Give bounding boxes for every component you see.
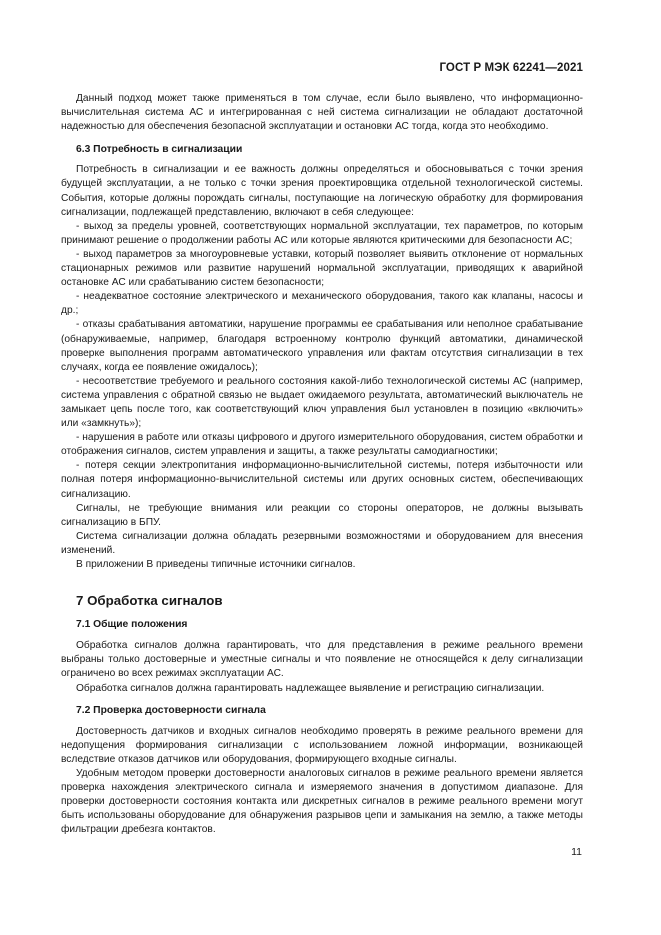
list-item: - отказы срабатывания автоматики, нарушение программы ее срабатывания или неполное срабатывание (обнаруживаемые, например, благодаря встроенному контролю функций автоматики, динамической проверке выполнения программ автоматического управления или фактам отсутствия сигнализации в тех случаях, когда ее появление ожидалось); — [61, 319, 583, 373]
paragraph: Удобным методом проверки достоверности аналоговых сигналов в режиме реального времени является проверка нахождения электрического сигнала и измеряемого значения в допустимом диапазоне. Для проверки достоверности состояния контакта или дискретных сигналов в режиме реального времени могут быть использованы оборудование для обнаружения разрывов цепи и замыкания на землю, а также методы фильтрации дребезга контактов. — [61, 768, 583, 836]
section-7-1-title: 7.1 Общие положения — [76, 619, 188, 631]
paragraph: В приложении В приведены типичные источники сигналов. — [76, 559, 356, 570]
paragraph: Потребность в сигнализации и ее важность должны определяться и обосновываться с точки зрения будущей эксплуатации, а не только с точки зрения проектировщика отдельной технологической системы. События, которые должны порождать сигналы, поступающие на логическую обработку для формирования сигнализации, подлежащей представлению, включают в себя следующее: — [61, 164, 583, 218]
page-number: 11 — [571, 846, 582, 858]
list-item: - выход параметров за многоуровневые уставки, который позволяет выявить отклонение от нормальных стационарных режимов или развитие нарушений нормальной эксплуатации, приводящих к аварийной остановке АС или срабатыванию систем безопасности; — [61, 248, 583, 289]
page-body — [61, 92, 583, 838]
list-item: - выход за пределы уровней, соответствующих нормальной эксплуатации, тех параметров, по которым принимают решение о продолжении работы АС или которые являются критическими для безопасности АС; — [61, 220, 583, 246]
paragraph: Обработка сигналов должна гарантировать, что для представления в режиме реального времени выбраны только достоверные и уместные сигналы и что появление не относящейся к делу сигнализации ограничено во всех режимах эксплуатации АС. — [61, 640, 583, 680]
document-id: ГОСТ Р МЭК 62241—2021 — [439, 62, 583, 74]
list-item: - неадекватное состояние электрического и механического оборудования, такого как клапаны, насосы и др.; — [61, 291, 583, 317]
list-item: - потеря секции электропитания информационно-вычислительной системы, потеря избыточности или полная потеря информационно-вычислительной системы или других основных систем, обеспечивающих сигнализацию. — [61, 460, 583, 500]
section-6-3-title: 6.3 Потребность в сигнализации — [76, 144, 243, 156]
list-item: - несоответствие требуемого и реального состояния какой-либо технологической системы АС (например, система управления с обратной связью не выдает ожидаемого результата, автоматический выключатель не замыкает цепь после того, как соответствующий ключ управления был установлен в позицию «включить» или «замкнуть»); — [61, 375, 583, 430]
intro-paragraph: Данный подход может также применяться в том случае, если было выявлено, что информационно-вычислительная система АС и интегрированная с ней система сигнализации не обладают достаточной надежностью для обеспечения безопасной эксплуатации и остановки АС тогда, когда это необходимо. — [61, 93, 583, 133]
paragraph: Сигналы, не требующие внимания или реакции со стороны операторов, не должны вызывать сигнализацию в БПУ. — [61, 502, 583, 528]
section-7-title: 7 Обработка сигналов — [76, 593, 223, 609]
list-item: - нарушения в работе или отказы цифрового и другого измерительного оборудования, систем обработки и отображения сигналов, систем управления и защиты, а также результаты самодиагностики; — [61, 432, 583, 458]
paragraph: Достоверность датчиков и входных сигналов необходимо проверять в режиме реального времени для недопущения формирования сигнализации с использованием ложной информации, возникающей вследствие отказов датчиков или оборудования, формирующего входные сигналы. — [61, 725, 583, 765]
paragraph: Система сигнализации должна обладать резервными возможностями и оборудованием для внесения изменений. — [61, 530, 583, 556]
section-7-2-title: 7.2 Проверка достоверности сигнала — [76, 704, 266, 716]
paragraph: Обработка сигналов должна гарантировать надлежащее выявление и регистрацию сигнализации. — [76, 682, 545, 694]
